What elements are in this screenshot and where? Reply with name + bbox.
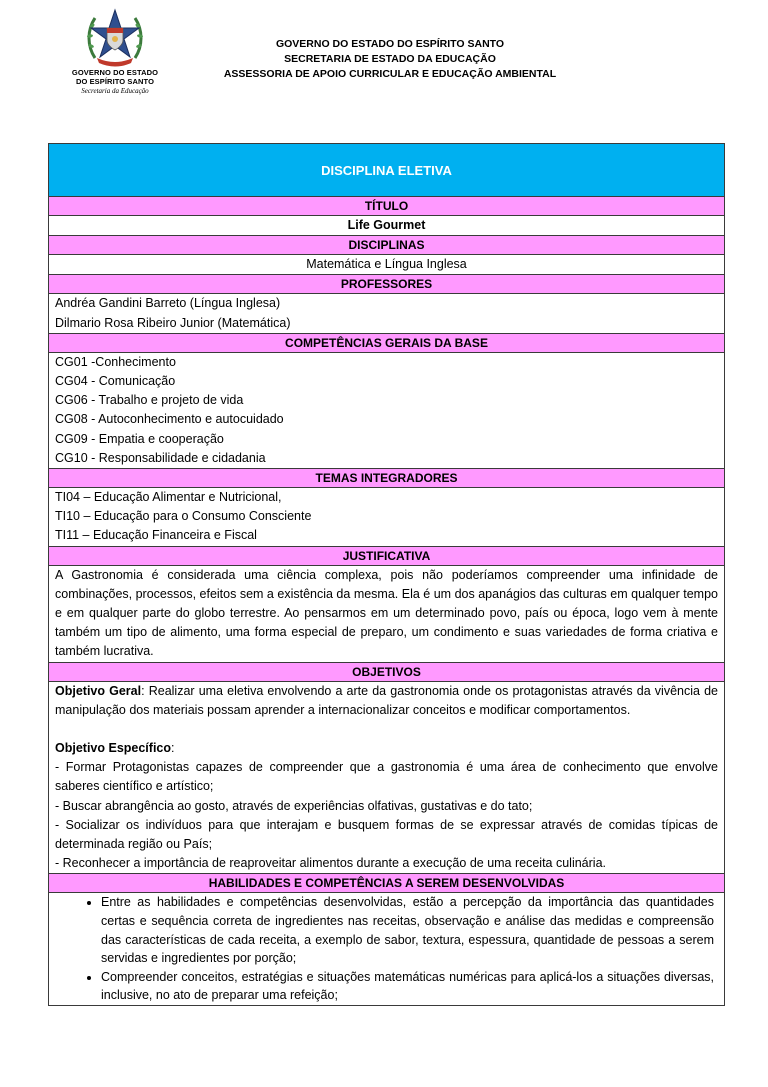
competencia-item: CG10 - Responsabilidade e cidadania [55,450,266,465]
section-head-objetivos: OBJETIVOS [49,663,724,682]
temas-list [49,488,724,547]
section-head-temas: TEMAS INTEGRADORES [49,469,724,488]
objetivo-especifico-colon: : [171,741,175,756]
header-line-secretariat: SECRETARIA DE ESTADO DA EDUCAÇÃO [284,53,496,65]
competencias-list [49,353,724,469]
habilidade-item: • Compreender conceitos, estratégias e situações matemáticas numéricas para aplicá-los a situações diversas, inclusive, no ato de preparar uma refeição; [101,968,714,1005]
tema-item: TI11 – Educação Financeira e Fiscal [55,528,257,543]
elective-form-table [48,143,725,1006]
objetivo-especifico-item: - Formar Protagonistas capazes de compreender que a gastronomia é uma área de conhecimento que envolve saberes científico e artístico; [55,760,718,794]
tema-item: TI04 – Educação Alimentar e Nutricional, [55,490,282,505]
justificativa-text: A Gastronomia é considerada uma ciência complexa, pois não poderíamos compreender uma infinidade de combinações, processos, efeitos sem a existência da mesma. Ela é um dos apanágios das culturas em qualquer tempo e em qualquer parte do globo terrestre. Ao pensarmos em um determinado povo, país ou época, logo vem à mente também um tipo de alimento, uma forma especial de preparo, um condimento e suas variedades de forma criativa e também lucrativa. [49,566,724,663]
logo-text-line3: Secretaria da Educação [81,87,149,95]
objetivo-geral-label: Objetivo Geral [55,683,142,698]
section-head-habilidades: HABILIDADES E COMPETÊNCIAS A SEREM DESENVOLVIDAS [49,874,724,893]
habilidades-content [49,893,724,1006]
section-head-disciplinas: DISCIPLINAS [49,236,724,255]
professores-list [49,294,724,333]
disciplinas-value: Matemática e Língua Inglesa [49,255,724,275]
competencia-item: CG06 - Trabalho e projeto de vida [55,393,244,408]
logo-text-line1: GOVERNO DO ESTADO [71,68,159,77]
objetivo-especifico-item: - Buscar abrangência ao gosto, através de experiências olfativas, gustativas e do tato; [55,798,533,813]
section-head-competencias: COMPETÊNCIAS GERAIS DA BASE [49,334,724,353]
professor-item: Dilmario Rosa Ribeiro Junior (Matemática) [55,315,291,330]
objetivo-especifico-label: Objetivo Específico [55,741,172,756]
competencia-item: CG09 - Empatia e cooperação [55,431,224,446]
document-header [170,37,610,82]
logo-text-line2: DO ESPÍRITO SANTO [75,77,155,86]
coat-of-arms-icon [83,6,147,68]
section-head-justificativa: JUSTIFICATIVA [49,547,724,566]
titulo-value: Life Gourmet [49,216,724,236]
tema-item: TI10 – Educação para o Consumo Consciente [55,509,312,524]
habilidades-list [49,893,724,1005]
objetivo-geral-text: : Realizar uma eletiva envolvendo a arte da gastronomia onde os protagonistas através da vivência de manipulação dos materiais possam aprender a internacionalizar conceitos e modificar comportamentos. [55,683,718,717]
competencia-item: CG01 -Conhecimento [55,354,176,369]
header-line-government: GOVERNO DO ESTADO DO ESPÍRITO SANTO [275,38,505,50]
competencia-item: CG08 - Autoconhecimento e autocuidado [55,412,284,427]
form-title: DISCIPLINA ELETIVA [49,144,724,197]
professor-item: Andréa Gandini Barreto (Língua Inglesa) [55,296,281,311]
header-line-assessoria: ASSESSORIA DE APOIO CURRICULAR E EDUCAÇÃO AMBIENTAL [223,68,557,80]
objetivos-content [49,682,724,875]
section-head-professores: PROFESSORES [49,275,724,294]
competencia-item: CG04 - Comunicação [55,374,176,389]
section-head-titulo: TÍTULO [49,197,724,216]
objetivo-geral [55,682,718,720]
objetivo-especifico-item: - Socializar os indivíduos para que interajam e busquem formas de se expressar através de comidas típicas de determinada região ou País; [55,817,718,852]
habilidade-item: • Entre as habilidades e competências desenvolvidas, estão a percepção da importância das quantidades certas e sequência correta de ingredientes nas receitas, observação e análise das medidas e compreensão das características de cada receita, a exemplo de sabor, textura, espessura, quantidade de pessoas a serem servidas e ingredientes por porção; [101,893,714,967]
objetivo-especifico-heading [55,739,718,758]
state-logo [60,6,170,96]
objetivo-especifico-item: - Reconhecer a importância de reaproveitar alimentos durante a execução de uma receita culinária. [55,856,606,871]
